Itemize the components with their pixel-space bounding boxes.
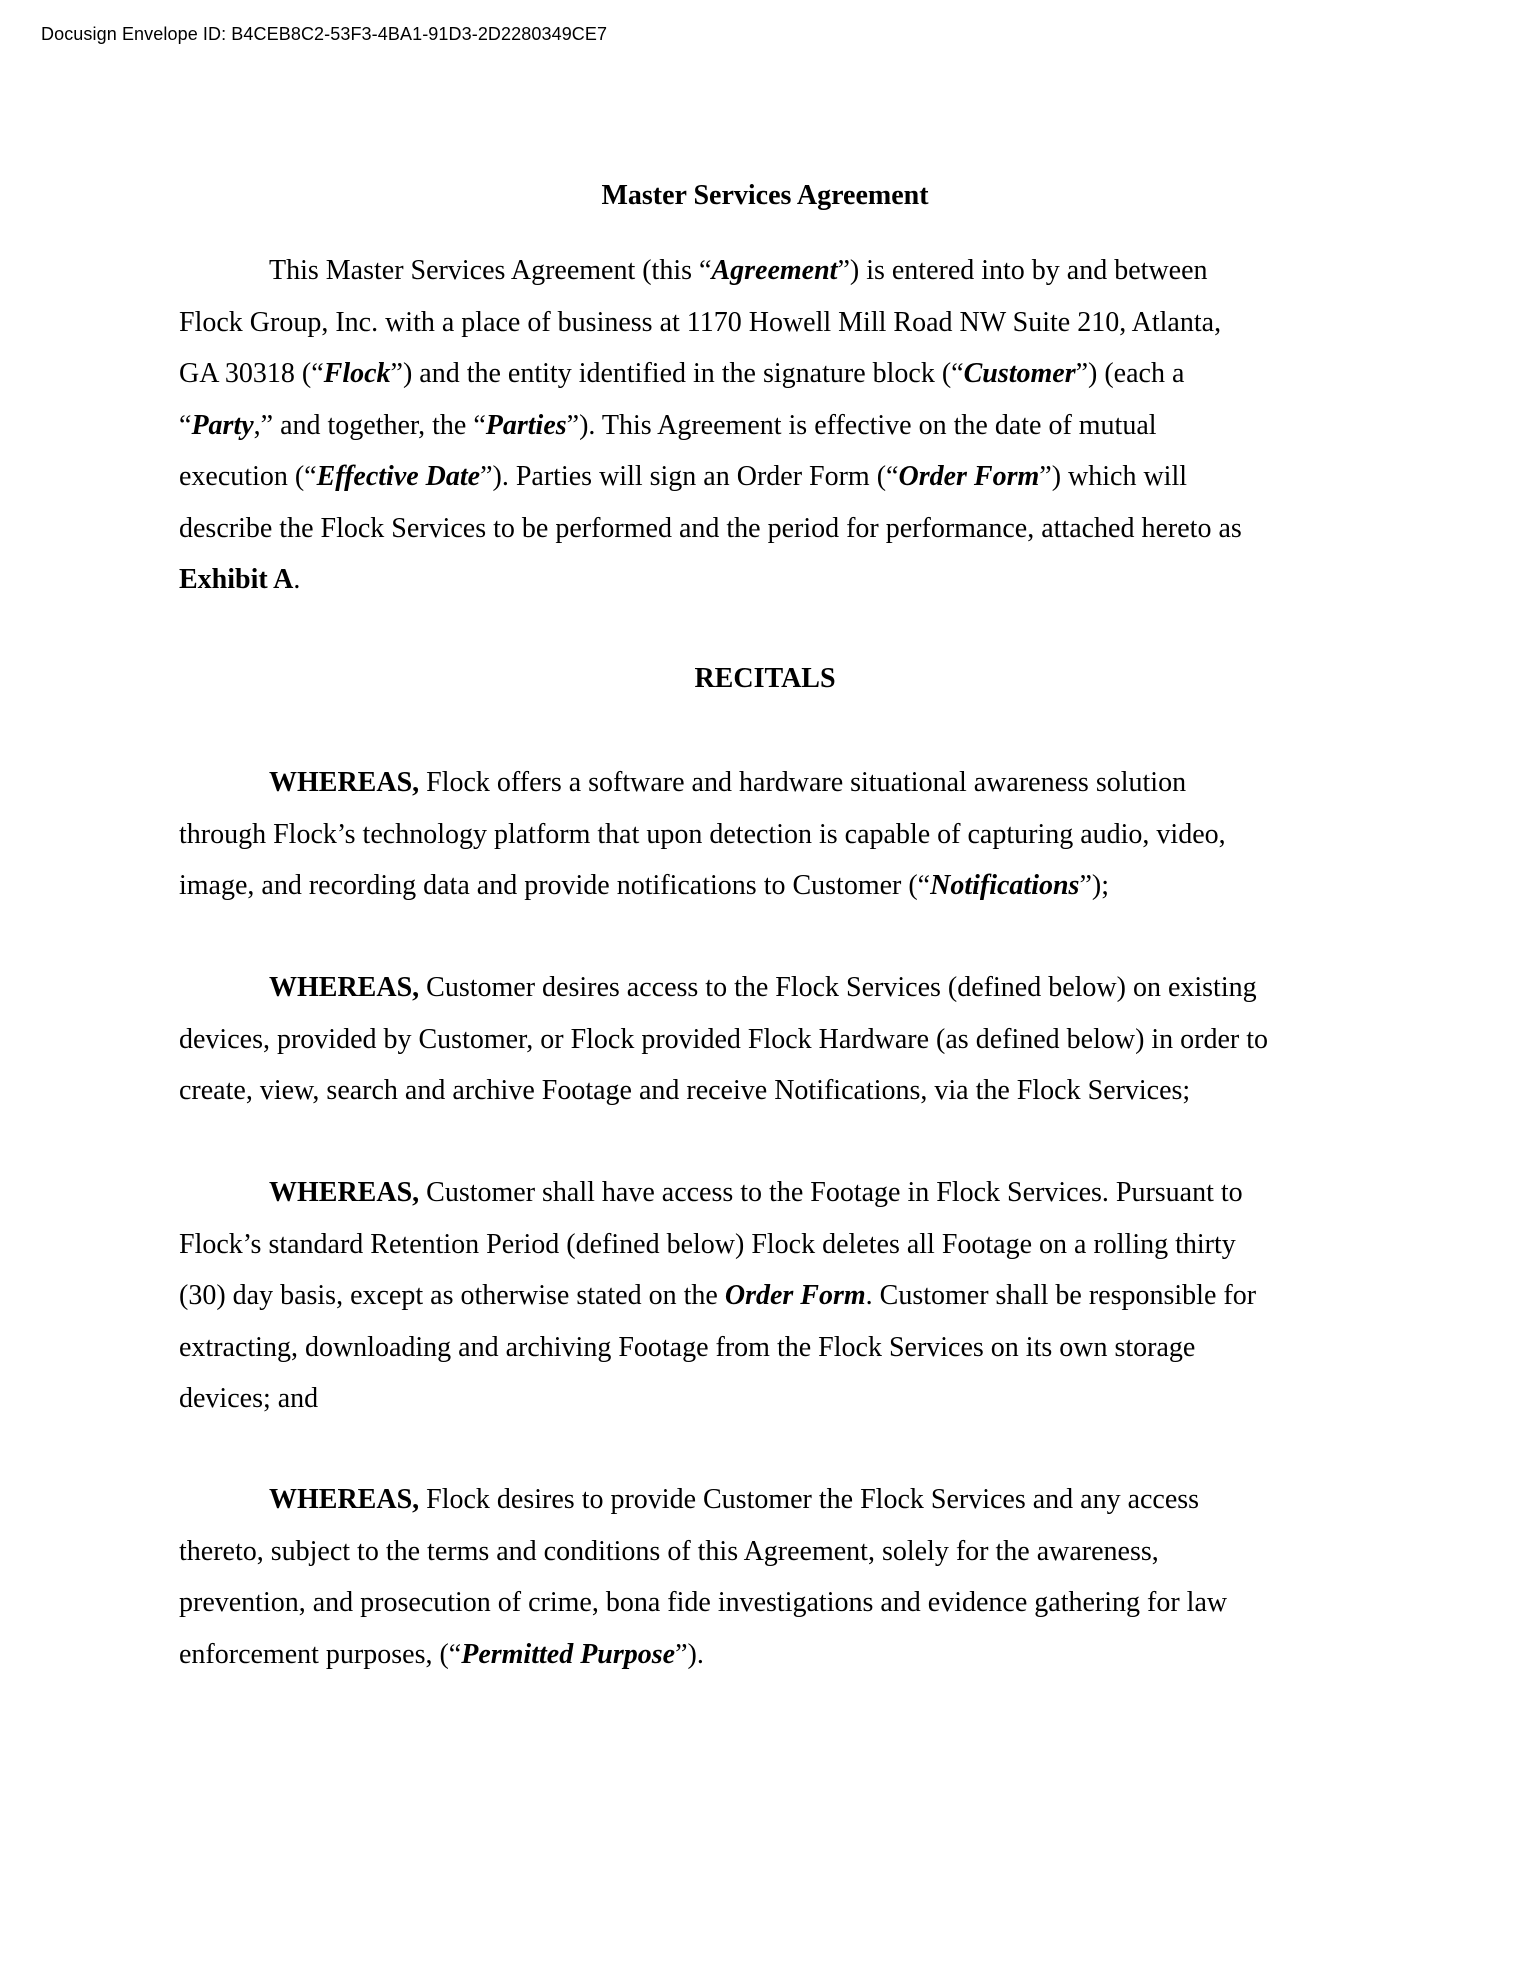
intro-line-6: describe the Flock Services to be performed and the period for performance, attached hereto as (179, 512, 1242, 544)
text: This Master Services Agreement (this “ (269, 255, 712, 286)
text: ”) (each a (1075, 358, 1185, 389)
defined-term-effective-date: Effective Date (316, 461, 481, 492)
whereas-label: WHEREAS, (269, 1177, 420, 1208)
whereas-label: WHEREAS, (269, 1484, 420, 1515)
w3-line-2: Flock’s standard Retention Period (defined below) Flock deletes all Footage on a rolling thirty (179, 1228, 1236, 1260)
text: . Customer shall be responsible for (865, 1280, 1257, 1311)
text: enforcement purposes, (“ (179, 1638, 462, 1670)
w4-line-4 (179, 1629, 1351, 1681)
defined-term-flock: Flock (323, 358, 391, 389)
w2-line-1 (179, 962, 1351, 1014)
defined-term-agreement: Agreement (711, 255, 838, 286)
text: (30) day basis, except as otherwise stated on the (179, 1280, 725, 1311)
defined-term-parties: Parties (485, 409, 567, 441)
defined-term-notifications: Notifications (930, 870, 1080, 901)
text: ”); (1079, 870, 1109, 901)
text: Flock offers a software and hardware situational awareness solution (419, 767, 1187, 798)
recitals-heading: RECITALS (694, 663, 836, 694)
intro-paragraph (179, 245, 1351, 606)
whereas-paragraph-1 (179, 757, 1351, 912)
document-title: Master Services Agreement (601, 180, 929, 211)
text: GA 30318 (“ (179, 358, 324, 389)
text: . (293, 564, 301, 595)
text: ”). This Agreement is effective on the date of mutual (566, 409, 1157, 441)
text: Flock desires to provide Customer the Flock Services and any access (419, 1484, 1200, 1515)
w1-line-3 (179, 860, 1351, 912)
whereas-label: WHEREAS, (269, 972, 420, 1003)
w3-line-1 (179, 1167, 1351, 1219)
intro-line-5 (179, 451, 1351, 503)
text: ”) which will (1039, 461, 1188, 492)
intro-line-4 (179, 400, 1351, 452)
docusign-envelope-id: Docusign Envelope ID: B4CEB8C2-53F3-4BA1-91D3-2D2280349CE7 (41, 24, 608, 44)
defined-term-party: Party (191, 409, 254, 441)
text: image, and recording data and provide notifications to Customer (“ (179, 870, 931, 901)
exhibit-a-reference: Exhibit A (179, 564, 294, 595)
whereas-paragraph-2 (179, 962, 1351, 1117)
intro-line-1 (179, 245, 1351, 297)
w3-line-4: extracting, downloading and archiving Footage from the Flock Services on its own storage (179, 1331, 1196, 1363)
text: ”). Parties will sign an Order Form (“ (480, 461, 899, 492)
w4-line-2: thereto, subject to the terms and conditions of this Agreement, solely for the awareness, (179, 1535, 1159, 1567)
defined-term-customer: Customer (963, 358, 1076, 389)
text: ”) and the entity identified in the signature block (“ (390, 358, 964, 389)
text: ,” and together, the “ (253, 409, 486, 441)
defined-term-order-form: Order Form (724, 1280, 866, 1311)
text: execution (“ (179, 461, 317, 492)
w2-line-3: create, view, search and archive Footage and receive Notifications, via the Flock Services; (179, 1075, 1191, 1106)
defined-term-permitted-purpose: Permitted Purpose (461, 1638, 676, 1670)
text: ”). (675, 1638, 704, 1670)
text: “ (179, 409, 192, 441)
text: Customer desires access to the Flock Services (defined below) on existing (419, 972, 1257, 1003)
w1-line-2: through Flock’s technology platform that upon detection is capable of capturing audio, video, (179, 818, 1226, 850)
w3-line-5: devices; and (179, 1383, 319, 1414)
intro-line-7 (179, 554, 1351, 606)
text: Customer shall have access to the Footage in Flock Services. Pursuant to (419, 1177, 1243, 1208)
w2-line-2: devices, provided by Customer, or Flock provided Flock Hardware (as defined below) in order to (179, 1023, 1269, 1055)
whereas-paragraph-4 (179, 1474, 1351, 1680)
whereas-paragraph-3 (179, 1167, 1351, 1425)
text: ”) is entered into by and between (837, 255, 1208, 286)
intro-line-3 (179, 348, 1351, 400)
w4-line-3: prevention, and prosecution of crime, bona fide investigations and evidence gathering for law (179, 1587, 1228, 1618)
w1-line-1 (179, 757, 1351, 809)
w3-line-3 (179, 1270, 1351, 1322)
intro-line-2: Flock Group, Inc. with a place of business at 1170 Howell Mill Road NW Suite 210, Atlanta, (179, 306, 1222, 338)
whereas-label: WHEREAS, (269, 767, 420, 798)
defined-term-order-form: Order Form (898, 461, 1040, 492)
w4-line-1 (179, 1474, 1351, 1526)
